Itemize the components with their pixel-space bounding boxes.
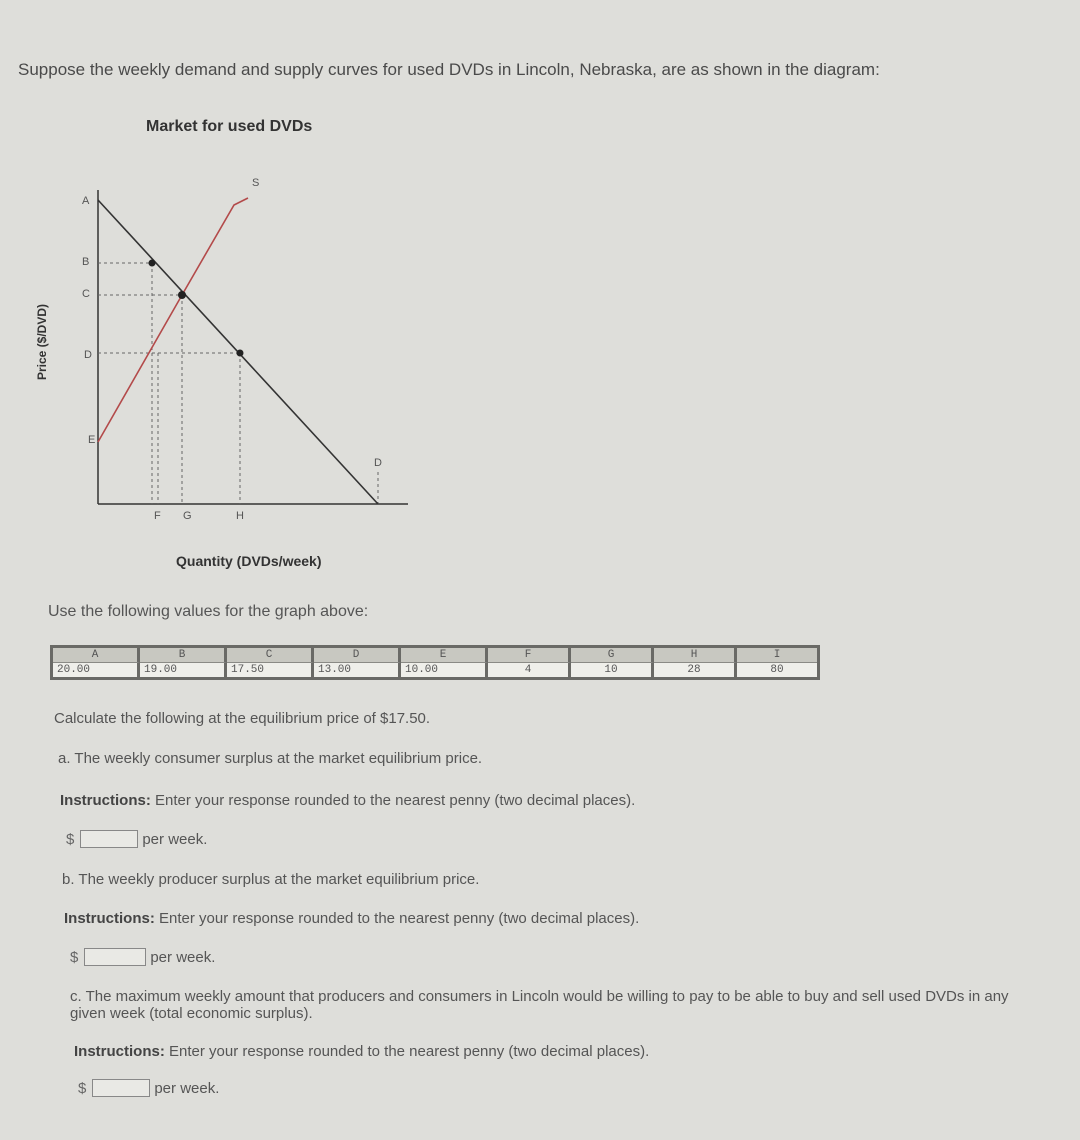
instructions-label: Instructions:: [64, 910, 155, 927]
x-axis-label: Quantity (DVDs/week): [176, 553, 322, 569]
price-label-a: A: [82, 195, 90, 207]
table-cell: 4: [488, 663, 571, 677]
table-cell: 19.00: [140, 663, 227, 677]
unit-label: per week.: [154, 1079, 220, 1097]
instructions-text: Enter your response rounded to the nearest penny (two decimal places).: [154, 910, 640, 927]
table-header: D: [314, 648, 401, 663]
price-label-e: E: [88, 434, 96, 446]
problem-intro: Suppose the weekly demand and supply curves for used DVDs in Lincoln, Nebraska, are as shown in the diagram:: [18, 60, 880, 79]
dashed-guides: [98, 263, 378, 504]
supply-curve: [98, 198, 248, 442]
answer-b-row: [70, 948, 215, 966]
point-b: [149, 260, 156, 267]
values-table-header-row: [53, 648, 817, 663]
graph-title: Market for used DVDs: [146, 118, 313, 135]
answer-a-row: [66, 830, 207, 848]
equilibrium-point: [178, 291, 186, 299]
table-cell: 10: [571, 663, 654, 677]
values-table-value-row: [53, 663, 817, 677]
unit-label: per week.: [150, 948, 216, 966]
answer-a-input[interactable]: [80, 830, 138, 848]
question-b-text: b. The weekly producer surplus at the market equilibrium price.: [62, 871, 480, 888]
table-header: C: [227, 648, 314, 663]
answer-c-row: [78, 1079, 219, 1097]
quantity-label-f: F: [154, 510, 161, 522]
quantity-label-h: H: [236, 510, 244, 522]
table-cell: 10.00: [401, 663, 488, 677]
unit-label: per week.: [142, 830, 208, 848]
y-axis-label: Price ($/DVD): [35, 303, 49, 381]
table-header: H: [654, 648, 737, 663]
calc-instruction: Calculate the following at the equilibrium price of $17.50.: [54, 710, 431, 727]
instructions-text: Enter your response rounded to the nearest penny (two decimal places).: [164, 1043, 650, 1060]
table-cell: 20.00: [53, 663, 140, 677]
table-cell: 13.00: [314, 663, 401, 677]
values-intro: Use the following values for the graph above:: [48, 603, 369, 620]
instructions-label: Instructions:: [74, 1043, 165, 1060]
values-table: [50, 645, 820, 680]
supply-curve-label: S: [252, 177, 260, 189]
table-header: E: [401, 648, 488, 663]
answer-b-input[interactable]: [84, 948, 146, 966]
instructions-label: Instructions:: [60, 792, 151, 809]
table-header: I: [737, 648, 817, 663]
answer-c-input[interactable]: [92, 1079, 150, 1097]
currency-symbol: $: [70, 948, 79, 966]
question-c-text: c. The maximum weekly amount that producers and consumers in Lincoln would be willing to pay to be able to buy and sell used DVDs in any given week (total economic surplus).: [70, 988, 1009, 1022]
table-header: G: [571, 648, 654, 663]
instructions-text: Enter your response rounded to the nearest penny (two decimal places).: [150, 792, 636, 809]
price-label-c: C: [82, 288, 90, 300]
point-d: [237, 350, 244, 357]
question-a-instructions: [60, 792, 635, 809]
table-header: B: [140, 648, 227, 663]
table-cell: 17.50: [227, 663, 314, 677]
table-header: A: [53, 648, 140, 663]
table-cell: 28: [654, 663, 737, 677]
currency-symbol: $: [78, 1079, 87, 1097]
currency-symbol: $: [66, 830, 75, 848]
question-a-text: a. The weekly consumer surplus at the market equilibrium price.: [58, 750, 483, 767]
demand-curve-label: D: [374, 457, 382, 469]
question-b-instructions: [64, 910, 639, 927]
table-header: F: [488, 648, 571, 663]
question-c-instructions: [74, 1043, 649, 1060]
price-label-b: B: [82, 256, 90, 268]
table-cell: 80: [737, 663, 817, 677]
quantity-label-g: G: [183, 510, 192, 522]
price-label-d: D: [84, 349, 92, 361]
